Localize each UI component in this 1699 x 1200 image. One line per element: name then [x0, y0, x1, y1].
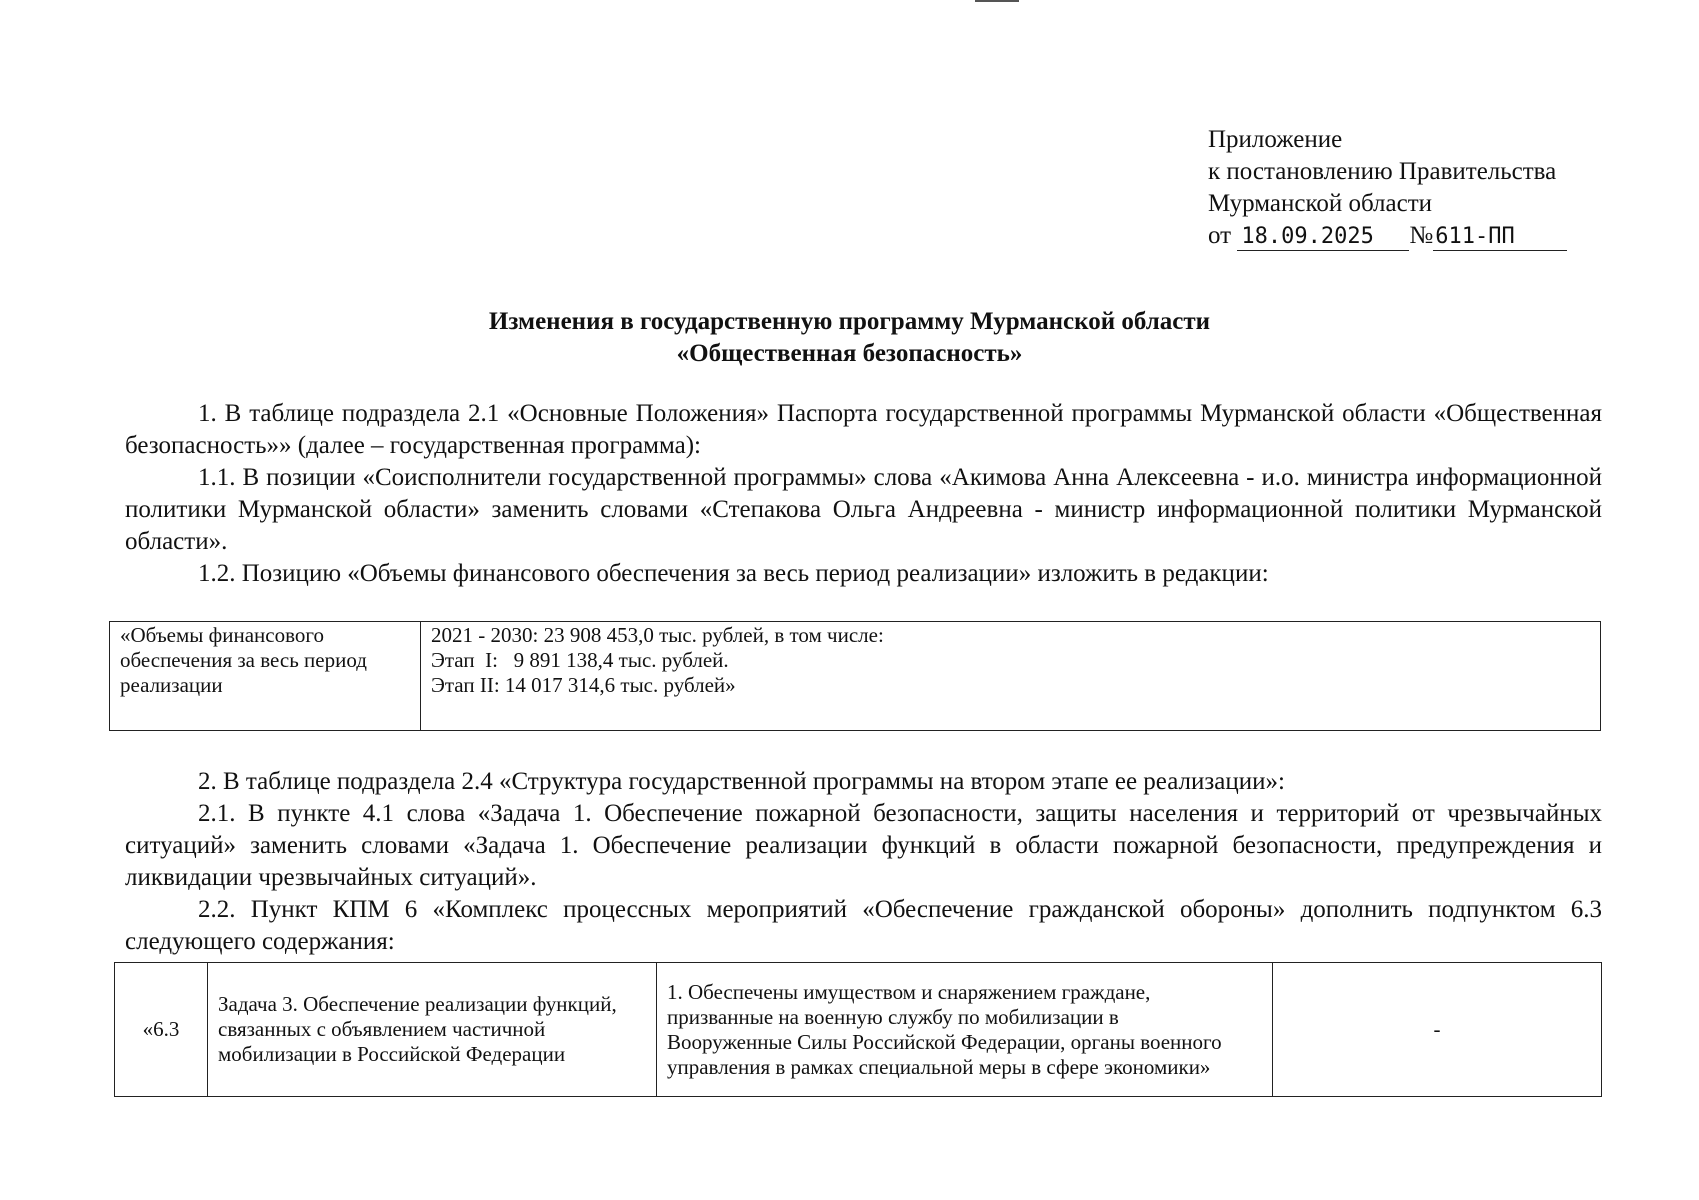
paragraph-1: 1. В таблице подраздела 2.1 «Основные Положения» Паспорта государственной программы Мурманской области «Общественная безопасность»» (далее – государственная программа):	[125, 400, 1602, 459]
structure-table	[114, 962, 1602, 1097]
appendix-line: Мурманской области	[1208, 190, 1433, 217]
cell-line: связанных с объявлением частичной	[218, 1017, 546, 1041]
table-cell-number: «6.3	[115, 963, 208, 1097]
cell-line: «Объемы финансового	[120, 623, 324, 647]
cell-line: 1. Обеспечены имуществом и снаряжением граждане,	[667, 979, 1151, 1004]
cell-line: Задача 3. Обеспечение реализации функций,	[218, 992, 617, 1016]
paragraph-1-1: 1.1. В позиции «Соисполнители государственной программы» слова «Акимова Анна Алексеевна - и.о. министра информационной политики Мурманской области» заменить словами «Степакова Ольга Андреевна - министр информационной политики Мурманской области».	[125, 464, 1602, 555]
appendix-date-line	[1208, 220, 1567, 252]
cell-line: Вооруженные Силы Российской Федерации, органы военного	[667, 1029, 1222, 1054]
decree-number: 611-ПП	[1433, 224, 1567, 251]
cell-line: мобилизации в Российской Федерации	[218, 1042, 566, 1066]
financing-table	[109, 621, 1601, 731]
document-title	[0, 306, 1699, 370]
cell-line: Этап I: 9 891 138,4 тыс. рублей.	[431, 648, 729, 672]
date-prefix: от	[1208, 222, 1232, 249]
table-cell-value: -	[1273, 963, 1602, 1097]
number-prefix: №	[1409, 222, 1434, 249]
appendix-line: к постановлению Правительства	[1208, 158, 1557, 185]
paragraph-2: 2. В таблице подраздела 2.4 «Структура государственной программы на втором этапе ее реализации»:	[198, 768, 1285, 795]
cell-line: реализации	[120, 673, 223, 697]
paragraph-1-2: 1.2. Позицию «Объемы финансового обеспечения за весь период реализации» изложить в редакции:	[198, 560, 1269, 587]
table-row	[110, 622, 1601, 731]
cell-line: 2021 - 2030: 23 908 453,0 тыс. рублей, в том числе:	[431, 623, 884, 647]
page-top-mark	[975, 0, 1019, 2]
table-cell-task	[208, 963, 657, 1097]
table-cell-label	[110, 622, 421, 731]
table-cell-value	[421, 622, 1601, 731]
paragraph-2-1: 2.1. В пункте 4.1 слова «Задача 1. Обеспечение пожарной безопасности, защиты населения и территорий от чрезвычайных ситуаций» заменить словами «Задача 1. Обеспечение реализации функций в области пожарной безопасности, предупреждения и ликвидации чрезвычайных ситуаций».	[125, 800, 1602, 891]
title-line: Изменения в государственную программу Мурманской области	[488, 308, 1211, 335]
table-row	[115, 963, 1602, 1097]
table-cell-result	[657, 963, 1273, 1097]
paragraph-2-2: 2.2. Пункт КПМ 6 «Комплекс процессных мероприятий «Обеспечение гражданской обороны» дополнить подпунктом 6.3 следующего содержания:	[125, 896, 1602, 955]
cell-line: Этап II: 14 017 314,6 тыс. рублей»	[431, 673, 736, 697]
cell-line: управления в рамках специальной меры в сфере экономики»	[667, 1054, 1211, 1079]
appendix-line: Приложение	[1208, 126, 1343, 153]
cell-line: призванные на военную службу по мобилизации в	[667, 1004, 1119, 1029]
cell-line: обеспечения за весь период	[120, 648, 367, 672]
title-line: «Общественная безопасность»	[676, 340, 1023, 367]
appendix-block	[1208, 124, 1567, 252]
decree-date: 18.09.2025	[1237, 224, 1409, 251]
